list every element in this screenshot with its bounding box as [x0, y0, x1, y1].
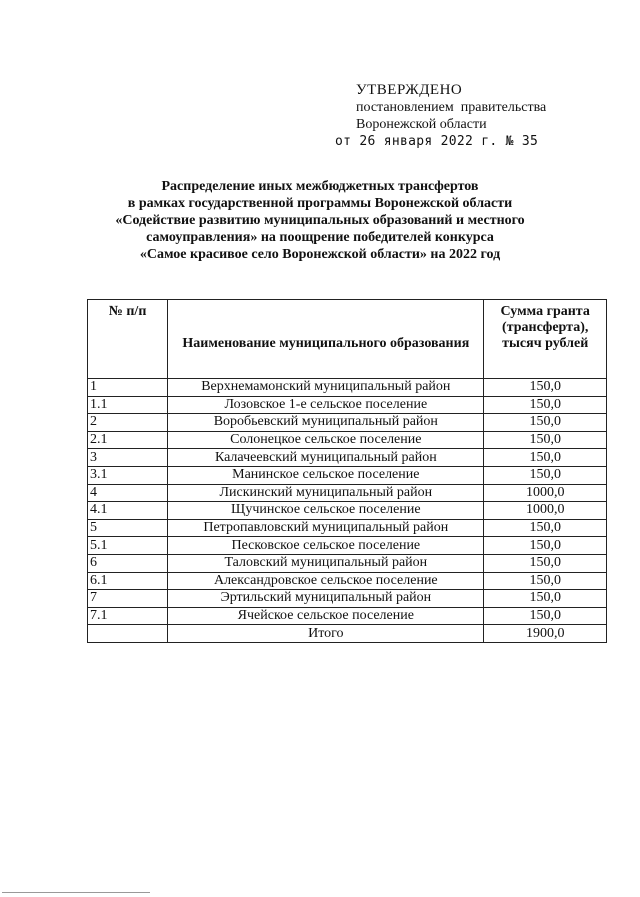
total-label: Итого — [168, 625, 484, 643]
header-municipality: Наименование муниципального образования — [168, 300, 484, 379]
row-grant-sum: 1000,0 — [484, 502, 607, 520]
row-municipality: Петропавловский муниципальный район — [168, 519, 484, 537]
table-body — [88, 379, 607, 643]
approval-heading: УТВЕРЖДЕНО — [356, 82, 463, 98]
row-grant-sum: 150,0 — [484, 590, 607, 608]
row-number: 1.1 — [88, 396, 168, 414]
row-municipality: Ячейское сельское поселение — [168, 607, 484, 625]
table-row — [88, 502, 607, 520]
table-row — [88, 572, 607, 590]
row-grant-sum: 150,0 — [484, 572, 607, 590]
title-line-5: «Самое красивое село Воронежской области» на 2022 год — [139, 247, 501, 262]
row-number: 4 — [88, 484, 168, 502]
header-grant-sum: Сумма гранта (трансферта), тысяч рублей — [484, 300, 607, 379]
row-grant-sum: 150,0 — [484, 519, 607, 537]
row-municipality: Лискинский муниципальный район — [168, 484, 484, 502]
row-number: 7.1 — [88, 607, 168, 625]
total-empty-cell — [88, 625, 168, 643]
row-number: 6.1 — [88, 572, 168, 590]
title-line-1: Распределение иных межбюджетных трансфертов — [161, 179, 479, 194]
row-municipality: Лозовское 1-е сельское поселение — [168, 396, 484, 414]
row-grant-sum: 150,0 — [484, 554, 607, 572]
row-grant-sum: 150,0 — [484, 414, 607, 432]
table-row — [88, 519, 607, 537]
table-row — [88, 466, 607, 484]
table-row — [88, 414, 607, 432]
row-municipality: Песковское сельское поселение — [168, 537, 484, 555]
footer-divider — [2, 892, 150, 893]
row-municipality: Александровское сельское поселение — [168, 572, 484, 590]
table-row — [88, 379, 607, 397]
approval-line-2: Воронежской области — [356, 117, 487, 132]
table-row — [88, 590, 607, 608]
row-municipality: Манинское сельское поселение — [168, 466, 484, 484]
row-number: 4.1 — [88, 502, 168, 520]
row-grant-sum: 150,0 — [484, 431, 607, 449]
row-number: 3 — [88, 449, 168, 467]
row-municipality: Калачеевский муниципальный район — [168, 449, 484, 467]
table-row — [88, 449, 607, 467]
row-municipality: Солонецкое сельское поселение — [168, 431, 484, 449]
row-grant-sum: 150,0 — [484, 537, 607, 555]
row-number: 5 — [88, 519, 168, 537]
title-line-3: «Содействие развитию муниципальных образований и местного — [115, 213, 525, 228]
total-sum: 1900,0 — [484, 625, 607, 643]
row-municipality: Воробьевский муниципальный район — [168, 414, 484, 432]
table-row — [88, 554, 607, 572]
table-row — [88, 431, 607, 449]
row-grant-sum: 1000,0 — [484, 484, 607, 502]
row-municipality: Верхнемамонский муниципальный район — [168, 379, 484, 397]
grants-table — [87, 299, 607, 643]
row-number: 6 — [88, 554, 168, 572]
table-row — [88, 607, 607, 625]
row-number: 7 — [88, 590, 168, 608]
row-number: 3.1 — [88, 466, 168, 484]
row-grant-sum: 150,0 — [484, 466, 607, 484]
table-row — [88, 396, 607, 414]
row-grant-sum: 150,0 — [484, 449, 607, 467]
row-number: 2.1 — [88, 431, 168, 449]
approval-line-1: постановлением правительства — [356, 100, 547, 115]
row-grant-sum: 150,0 — [484, 607, 607, 625]
row-municipality: Эртильский муниципальный район — [168, 590, 484, 608]
table-header-row — [88, 300, 607, 379]
row-number: 5.1 — [88, 537, 168, 555]
row-grant-sum: 150,0 — [484, 379, 607, 397]
title-line-4: самоуправления» на поощрение победителей конкурса — [146, 230, 494, 245]
table-row — [88, 484, 607, 502]
row-number: 1 — [88, 379, 168, 397]
document-title — [0, 178, 640, 263]
approval-date: от 26 января 2022 г. № 35 — [335, 134, 539, 149]
row-grant-sum: 150,0 — [484, 396, 607, 414]
table-total-row — [88, 625, 607, 643]
row-number: 2 — [88, 414, 168, 432]
row-municipality: Щучинское сельское поселение — [168, 502, 484, 520]
row-municipality: Таловский муниципальный район — [168, 554, 484, 572]
title-line-2: в рамках государственной программы Воронежской области — [127, 196, 513, 211]
table-row — [88, 537, 607, 555]
header-number: № п/п — [88, 300, 168, 379]
approval-block — [356, 82, 546, 133]
